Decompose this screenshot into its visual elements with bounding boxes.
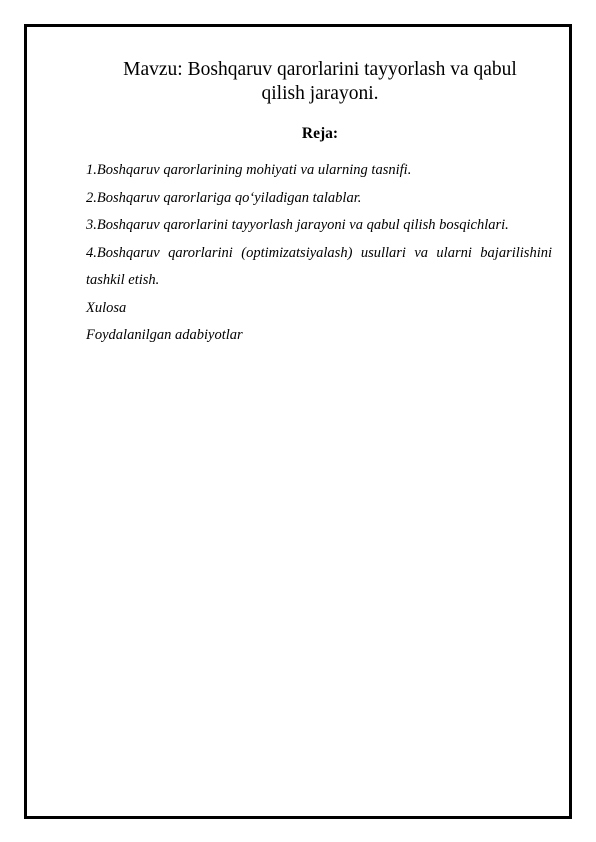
plan-list — [86, 157, 552, 350]
plan-item-3 — [86, 212, 552, 240]
plan-item-number: 4. — [86, 244, 97, 261]
plan-item-1 — [86, 157, 552, 185]
plan-item-text: Boshqaruv qarorlariga qo‘yiladigan talablar. — [96, 189, 362, 206]
plan-item-number: 1. — [86, 162, 97, 178]
plan-item-text: Boshqaruv qarorlarini (optimizatsiyalash) usullari va ularni bajarilishini tashkil etish. — [86, 244, 552, 288]
title-line-2: qilish jarayoni. — [261, 83, 379, 104]
references-item: Foydalanilgan adabiyotlar — [86, 327, 243, 343]
plan-item-2 — [86, 185, 552, 213]
plan-item-text: Boshqaruv qarorlarining mohiyati va ularning tasnifi. — [96, 162, 412, 178]
plan-item-4 — [86, 240, 552, 295]
plan-heading: Reja: — [301, 125, 339, 142]
title-line-1: Mavzu: Boshqaruv qarorlarini tayyorlash va qabul — [123, 59, 517, 80]
plan-item-text: Boshqaruv qarorlarini tayyorlash jarayoni va qabul qilish bosqichlari. — [96, 217, 509, 233]
conclusion-item: Xulosa — [86, 299, 127, 316]
page-title — [90, 58, 550, 106]
plan-item-number: 2. — [86, 189, 97, 206]
plan-item-number: 3. — [86, 217, 97, 233]
